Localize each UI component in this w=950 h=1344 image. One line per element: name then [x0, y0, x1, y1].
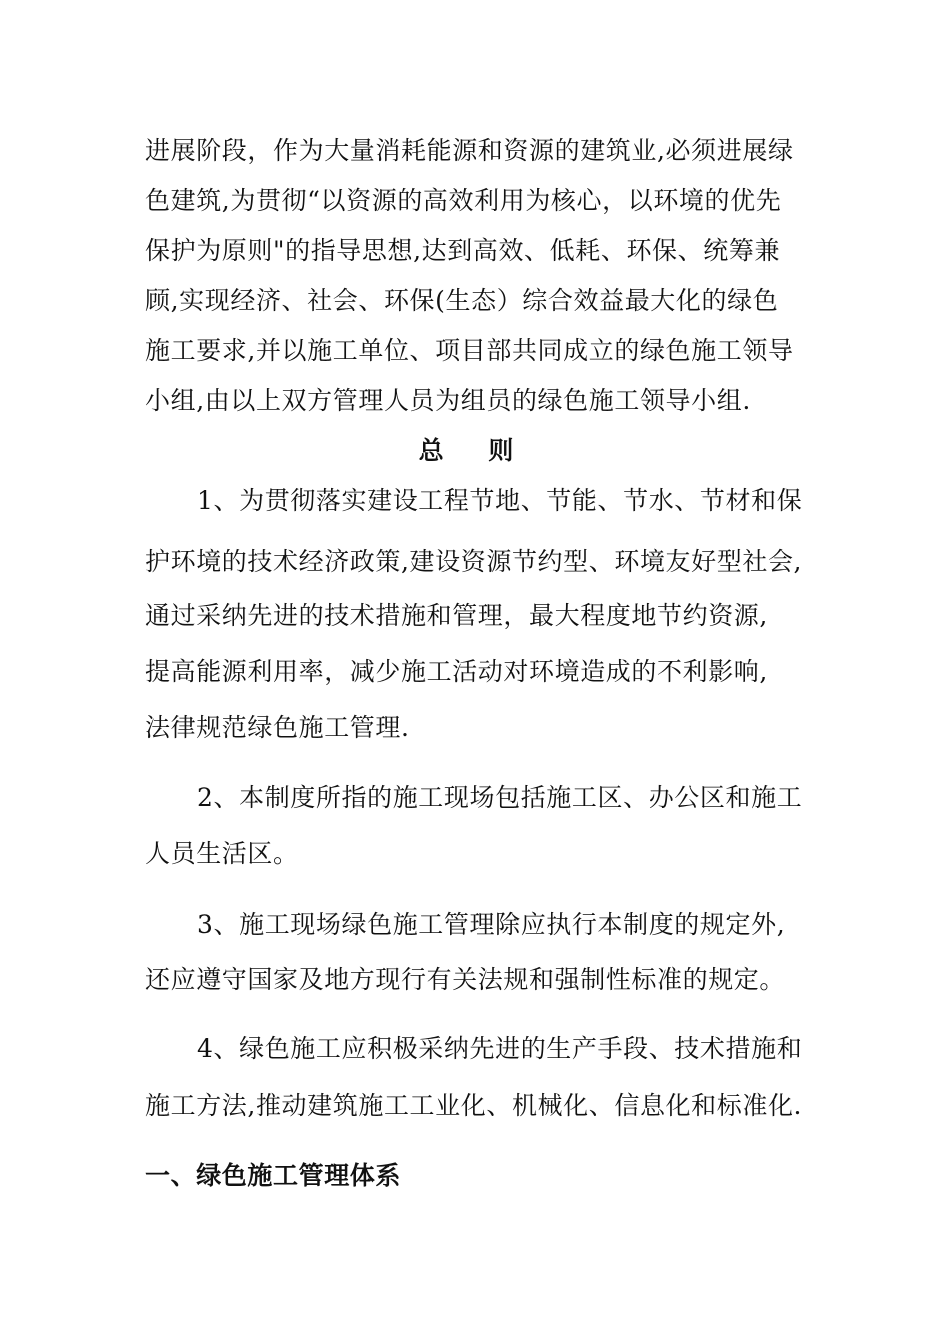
intro-line-3: 保护为原则"的指导思想,达到高效、低耗、环保、统筹兼	[145, 236, 781, 265]
intro-line-2: 色建筑,为贯彻“以资源的高效利用为核心，以环境的优先	[145, 186, 782, 215]
section-1-heading: 一、绿色施工管理体系	[145, 1161, 402, 1190]
general-p1-line-5: 法律规范绿色施工管理.	[145, 713, 410, 742]
intro-line-4: 顾,实现经济、社会、环保(生态）综合效益最大化的绿色	[145, 286, 779, 315]
general-p1-line-4: 提高能源利用率，减少施工活动对环境造成的不利影响,	[145, 657, 768, 686]
general-p1-line-2: 护环境的技术经济政策,建设资源节约型、环境友好型社会,	[145, 547, 803, 576]
general-p2-line-2: 人员生活区。	[145, 839, 299, 868]
intro-line-5: 施工要求,并以施工单位、项目部共同成立的绿色施工领导	[145, 336, 794, 365]
general-p4-line-2: 施工方法,推动建筑施工工业化、机械化、信息化和标准化.	[145, 1091, 803, 1120]
general-p3-line-1: 3、施工现场绿色施工管理除应执行本制度的规定外,	[197, 910, 786, 939]
general-p4-line-1: 4、绿色施工应积极采纳先进的生产手段、技术措施和	[197, 1034, 803, 1063]
general-p2-line-1: 2、本制度所指的施工现场包括施工区、办公区和施工	[197, 783, 803, 812]
intro-line-6: 小组,由以上双方管理人员为组员的绿色施工领导小组.	[145, 386, 751, 415]
general-heading: 总 则	[418, 436, 532, 465]
general-p1-line-3: 通过采纳先进的技术措施和管理，最大程度地节约资源,	[145, 601, 768, 630]
general-p3-line-2: 还应遵守国家及地方现行有关法规和强制性标准的规定。	[145, 965, 786, 994]
intro-line-1: 进展阶段，作为大量消耗能源和资源的建筑业,必须进展绿	[145, 136, 794, 165]
general-p1-line-1: 1、为贯彻落实建设工程节地、节能、节水、节材和保	[197, 486, 803, 515]
